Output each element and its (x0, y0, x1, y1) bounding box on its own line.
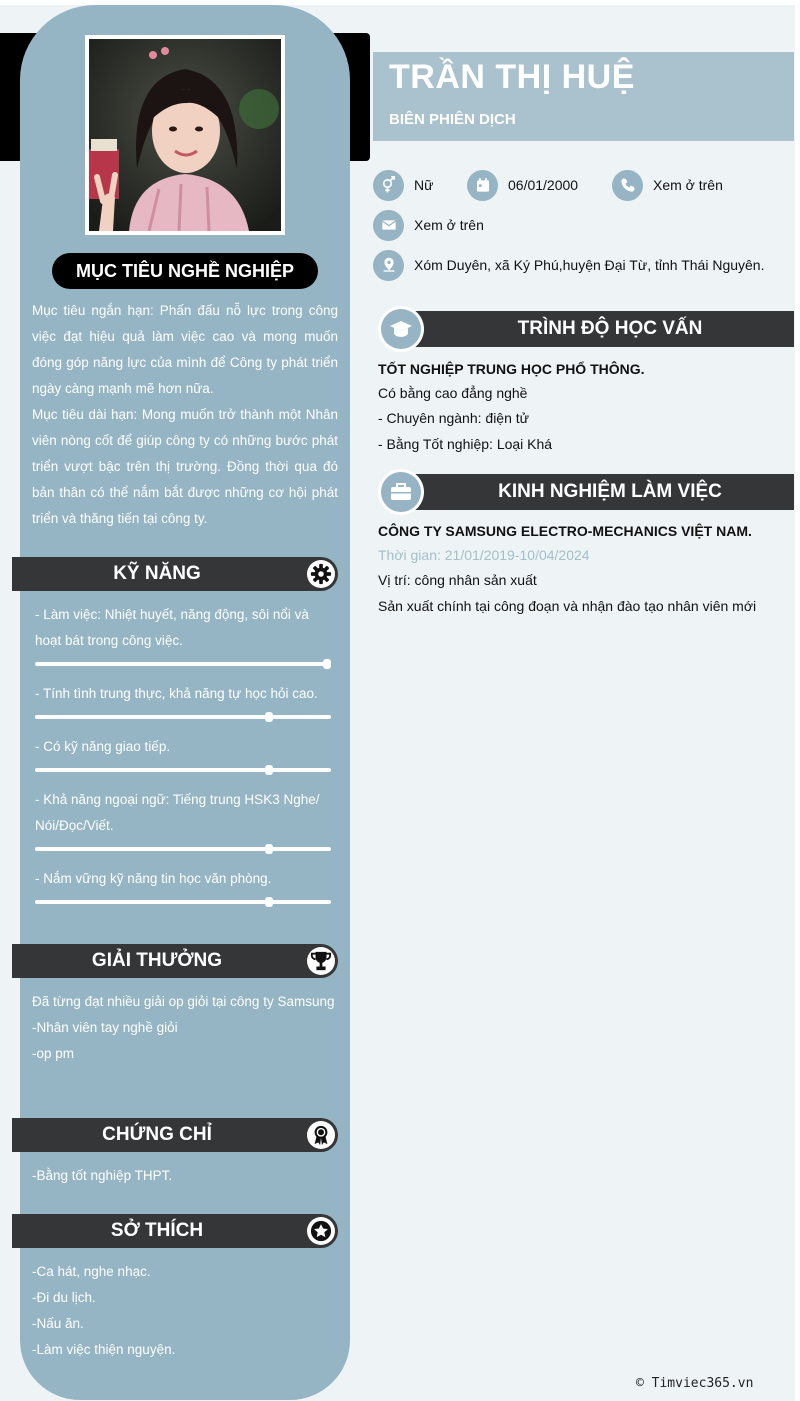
education-school: TỐT NGHIỆP TRUNG HỌC PHỔ THÔNG. (378, 361, 645, 377)
certificates-title: CHỨNG CHỈ (102, 1124, 212, 1145)
skill-item (35, 734, 331, 772)
skills-title: KỸ NĂNG (113, 563, 201, 584)
gender-icon (373, 170, 404, 201)
info-address (373, 249, 765, 281)
objective-text (32, 298, 338, 532)
name-band (373, 52, 794, 141)
experience-line: Sản xuất chính tại công đoạn và nhận đào tạo nhân viên mới (378, 598, 757, 614)
skills-header (12, 557, 338, 591)
gender-value: Nữ (414, 177, 434, 193)
gear-icon (307, 560, 335, 588)
education-line: - Bằng Tốt nghiệp: Loại Khá (378, 436, 553, 452)
hobby-line: -Nấu ăn. (32, 1316, 84, 1331)
skill-level-knob (265, 844, 273, 854)
phone-value: Xem ở trên (653, 177, 723, 193)
education-title: TRÌNH ĐỘ HỌC VẤN (517, 318, 703, 339)
graduation-cap-icon (381, 309, 421, 349)
info-gender (373, 169, 433, 201)
phone-icon (612, 170, 643, 201)
hobby-line: -Ca hát, nghe nhạc. (32, 1264, 151, 1279)
info-phone (612, 169, 723, 201)
skill-text: - Làm việc: Nhiệt huyết, năng động, sôi nổi và hoạt bát trong công việc. (35, 607, 309, 648)
skill-text: - Nắm vững kỹ năng tin học văn phòng. (35, 871, 272, 886)
briefcase-icon (381, 472, 421, 512)
dob-value: 06/01/2000 (508, 177, 579, 193)
experience-line: Vị trí: công nhân sản xuất (378, 572, 537, 588)
profile-photo (85, 35, 285, 235)
skill-item (35, 602, 331, 666)
education-line: Có bằng cao đẳng nghề (378, 385, 528, 401)
hobby-line: -Đi du lịch. (32, 1290, 96, 1305)
skill-bar (35, 847, 331, 851)
calendar-icon (467, 170, 498, 201)
objective-short-term: Mục tiêu ngắn hạn: Phấn đấu nỗ lực trong công việc đạt hiệu quả làm việc cao và mong muốn đóng góp năng lực của mình để Công ty phát triển ngày càng mạnh mẽ hơn nữa. (32, 303, 338, 396)
education-line: - Chuyên ngành: điện tử (378, 410, 530, 426)
award-line: -op pm (32, 1046, 75, 1061)
skill-text: - Tính tình trung thực, khả năng tự học hỏi cao. (35, 686, 318, 701)
trophy-icon (307, 947, 335, 975)
awards-title: GIẢI THƯỞNG (91, 950, 223, 971)
skill-bar (35, 715, 331, 719)
certificates-text (32, 1163, 338, 1189)
candidate-position: BIÊN PHIÊN DỊCH (389, 111, 516, 128)
info-dob (467, 169, 578, 201)
skill-bar (35, 662, 331, 666)
certificate-line: -Bằng tốt nghiệp THPT. (32, 1168, 173, 1183)
skill-item (35, 681, 331, 719)
skill-bar (35, 768, 331, 772)
skill-level-knob (265, 712, 273, 722)
info-email (373, 209, 484, 241)
email-value: Xem ở trên (414, 217, 484, 233)
award-line: -Nhân viên tay nghề giỏi (32, 1020, 178, 1035)
skill-text: - Khả năng ngoại ngữ: Tiếng trung HSK3 Nghe/ Nói/Đọc/Viết. (35, 792, 320, 833)
objective-title: MỤC TIÊU NGHỀ NGHIỆP (52, 253, 318, 289)
award-line: Đã từng đạt nhiều giải op giỏi tại công ty Samsung (32, 994, 335, 1009)
experience-icon-ring (378, 469, 424, 515)
experience-time: Thời gian: 21/01/2019-10/04/2024 (378, 547, 590, 563)
hobby-line: -Làm việc thiện nguyện. (32, 1342, 176, 1357)
skill-item (35, 787, 331, 851)
hobbies-header (12, 1214, 338, 1248)
sidebar (20, 5, 350, 1400)
hobbies-text (32, 1259, 338, 1363)
medal-icon (307, 1121, 335, 1149)
education-header (378, 311, 794, 347)
experience-title: KINH NGHIỆM LÀM VIỆC (498, 481, 722, 502)
candidate-name: TRẦN THỊ HUỆ (389, 58, 635, 96)
skill-bar (35, 900, 331, 904)
skill-level-knob (265, 897, 273, 907)
experience-company: CÔNG TY SAMSUNG ELECTRO-MECHANICS VIỆT NAM. (378, 523, 752, 539)
skill-level-knob (323, 659, 331, 669)
objective-long-term: Mục tiêu dài hạn: Mong muốn trở thành một Nhân viên nòng cốt để giúp công ty có những bước phát triển vượt bậc trên thị trường. Đồng thời qua đó bản thân có thể nắm bắt được những cơ hội phát triển và thăng tiến tại công ty. (32, 407, 338, 526)
location-pin-icon (373, 250, 404, 281)
education-icon-ring (378, 306, 424, 352)
portrait-photo (89, 39, 281, 231)
address-value: Xóm Duyên, xã Ký Phú,huyện Đại Từ, tỉnh Thái Nguyên. (414, 257, 765, 273)
star-icon (307, 1217, 335, 1245)
skill-item (35, 866, 331, 904)
certificates-header (12, 1118, 338, 1152)
skill-level-knob (265, 765, 273, 775)
awards-header (12, 944, 338, 978)
awards-text (32, 989, 338, 1067)
mail-icon (373, 210, 404, 241)
experience-header (378, 474, 794, 510)
skill-text: - Có kỹ năng giao tiếp. (35, 739, 171, 754)
hobbies-title: SỞ THÍCH (110, 1220, 204, 1241)
footer-watermark: © Timviec365.vn (636, 1376, 754, 1391)
